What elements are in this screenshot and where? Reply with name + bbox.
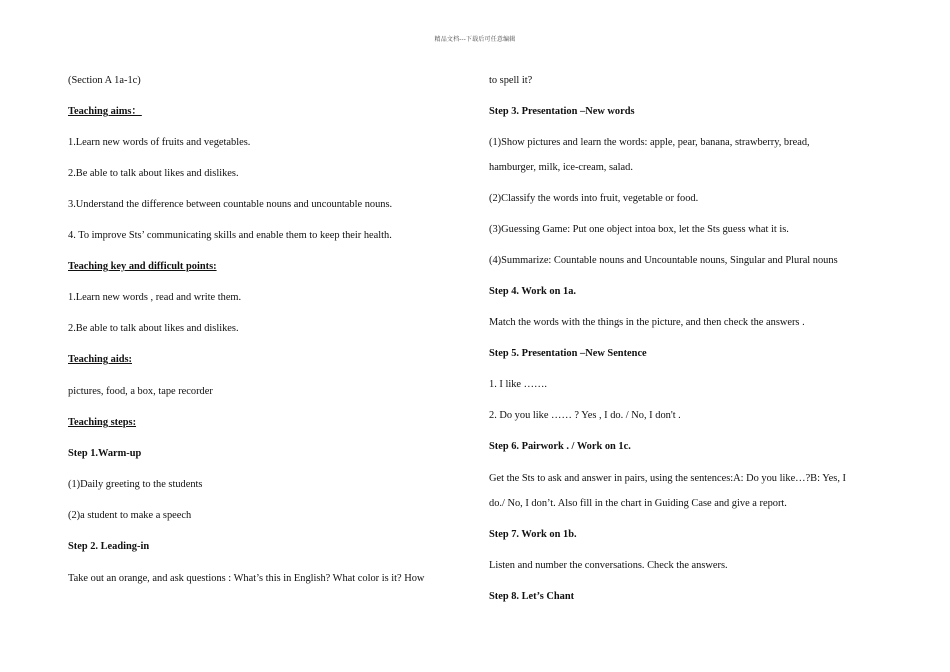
key-points-heading: Teaching key and difficult points: <box>68 261 217 272</box>
step5-item-1: 1. I like ……. <box>489 379 548 390</box>
step6-text-line-2: do./ No, I don’t. Also fill in the chart in Guiding Case and give a report. <box>489 498 787 509</box>
section-label: (Section A 1a-1c) <box>68 75 141 86</box>
step6-text-line-1: Get the Sts to ask and answer in pairs, using the sentences:A: Do you like…?B: Yes, I <box>489 473 846 484</box>
teaching-aids-text: pictures, food, a box, tape recorder <box>68 386 213 397</box>
aim-item-1: 1.Learn new words of fruits and vegetables. <box>68 137 251 148</box>
step3-item-3: (3)Guessing Game: Put one object intoa box, let the Sts guess what it is. <box>489 224 789 235</box>
step1-heading: Step 1.Warm-up <box>68 448 142 459</box>
step4-text: Match the words with the things in the picture, and then check the answers . <box>489 317 805 328</box>
step3-item-1-line-1: (1)Show pictures and learn the words: apple, pear, banana, strawberry, bread, <box>489 137 810 148</box>
step2-continuation: to spell it? <box>489 75 533 86</box>
key-point-2: 2.Be able to talk about likes and dislikes. <box>68 323 239 334</box>
step3-item-2: (2)Classify the words into fruit, vegetable or food. <box>489 193 699 204</box>
teaching-aids-heading: Teaching aids: <box>68 354 132 365</box>
step4-heading: Step 4. Work on 1a. <box>489 286 576 297</box>
aim-item-2: 2.Be able to talk about likes and dislikes. <box>68 168 239 179</box>
step5-item-2: 2. Do you like …… ? Yes , I do. / No, I don't . <box>489 410 681 421</box>
step6-heading: Step 6. Pairwork . / Work on 1c. <box>489 441 631 452</box>
step2-text: Take out an orange, and ask questions : What’s this in English? What color is it? How <box>68 573 425 584</box>
teaching-aims-heading: Teaching aims： <box>68 106 142 117</box>
step1-item-2: (2)a student to make a speech <box>68 510 192 521</box>
step5-heading: Step 5. Presentation –New Sentence <box>489 348 647 359</box>
aim-item-3: 3.Understand the difference between countable nouns and uncountable nouns. <box>68 199 393 210</box>
step3-item-1-line-2: hamburger, milk, ice-cream, salad. <box>489 162 633 173</box>
step2-heading: Step 2. Leading-in <box>68 541 150 552</box>
teaching-steps-heading: Teaching steps: <box>68 417 137 428</box>
aim-item-4: 4. To improve Sts’ communicating skills and enable them to keep their health. <box>68 230 392 241</box>
step7-text: Listen and number the conversations. Check the answers. <box>489 560 728 571</box>
page-header-note: 精品文档---下载后可任意编辑 <box>434 37 516 43</box>
step8-heading: Step 8. Let’s Chant <box>489 591 575 602</box>
key-point-1: 1.Learn new words , read and write them. <box>68 292 242 303</box>
step3-heading: Step 3. Presentation –New words <box>489 106 635 117</box>
step1-item-1: (1)Daily greeting to the students <box>68 479 203 490</box>
step3-item-4: (4)Summarize: Countable nouns and Uncountable nouns, Singular and Plural nouns <box>489 255 838 266</box>
step7-heading: Step 7. Work on 1b. <box>489 529 577 540</box>
